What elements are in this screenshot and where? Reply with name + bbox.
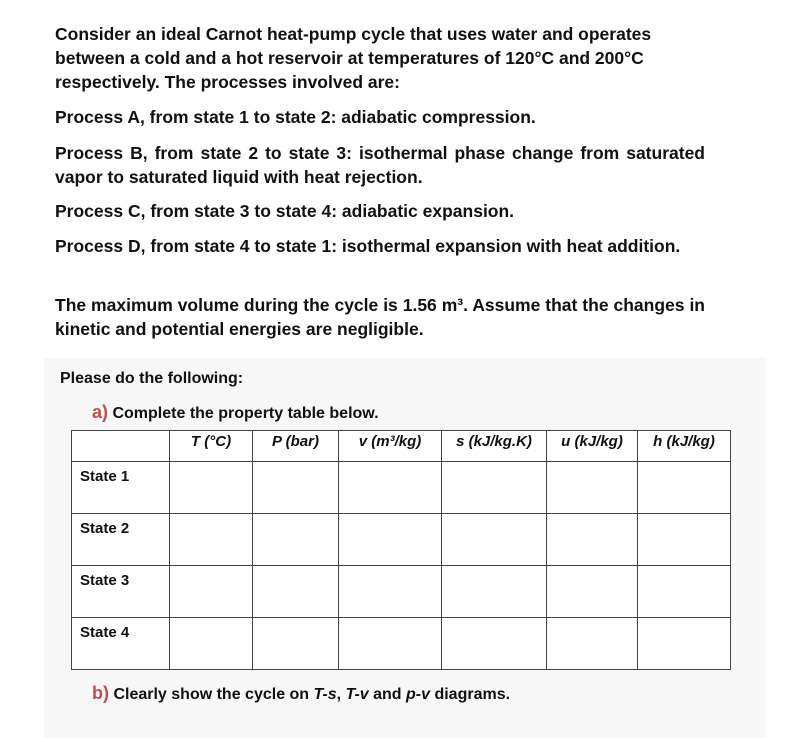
row-label-state-4: State 4	[72, 618, 170, 670]
row-label-state-2: State 2	[72, 514, 170, 566]
table-cell[interactable]	[547, 566, 638, 618]
header-internal-energy: u (kJ/kg)	[547, 431, 638, 462]
table-cell[interactable]	[638, 618, 731, 670]
question-b-and: and	[368, 686, 407, 703]
table-row	[72, 514, 731, 566]
table-cell[interactable]	[638, 514, 731, 566]
problem-intro: Consider an ideal Carnot heat-pump cycle that uses water and operates between a cold and a hot reservoir at temperatures of 120°C and 200°C respectively. The processes involved are:	[55, 24, 652, 92]
table-row	[72, 618, 731, 670]
table-cell[interactable]	[339, 514, 442, 566]
table-cell[interactable]	[170, 566, 253, 618]
table-cell[interactable]	[253, 514, 339, 566]
header-pressure: P (bar)	[253, 431, 339, 462]
process-a: Process A, from state 1 to state 2: adiabatic compression.	[55, 107, 536, 127]
table-cell[interactable]	[442, 462, 547, 514]
table-cell[interactable]	[547, 462, 638, 514]
header-blank	[72, 431, 170, 462]
question-a	[92, 402, 379, 423]
table-cell[interactable]	[339, 618, 442, 670]
table-cell[interactable]	[547, 618, 638, 670]
table-cell[interactable]	[442, 514, 547, 566]
questions-intro: Please do the following:	[60, 370, 244, 387]
header-specific-volume: v (m³/kg)	[339, 431, 442, 462]
table-cell[interactable]	[170, 462, 253, 514]
table-cell[interactable]	[638, 462, 731, 514]
table-cell[interactable]	[339, 566, 442, 618]
max-volume-statement: The maximum volume during the cycle is 1.56 m³. Assume that the changes in kinetic and potential energies are negligible.	[55, 295, 705, 339]
question-b-end: diagrams.	[430, 686, 511, 703]
question-a-label: a)	[92, 402, 109, 422]
table-cell[interactable]	[253, 462, 339, 514]
table-cell[interactable]	[638, 566, 731, 618]
row-label-state-1: State 1	[72, 462, 170, 514]
table-row	[72, 462, 731, 514]
table-cell[interactable]	[442, 566, 547, 618]
process-c: Process C, from state 3 to state 4: adiabatic expansion.	[55, 201, 515, 221]
question-b-ts: T-s	[313, 686, 337, 703]
process-d: Process D, from state 4 to state 1: isothermal expansion with heat addition.	[55, 236, 681, 256]
row-label-state-3: State 3	[72, 566, 170, 618]
table-row	[72, 566, 731, 618]
table-cell[interactable]	[253, 618, 339, 670]
question-b-pv: p-v	[406, 686, 431, 703]
question-b-text: Clearly show the cycle on	[113, 686, 314, 703]
process-b: Process B, from state 2 to state 3: isothermal phase change from saturated vapor to saturated liquid with heat rejection.	[55, 143, 705, 187]
table-cell[interactable]	[442, 618, 547, 670]
property-table	[71, 430, 731, 670]
table-cell[interactable]	[170, 514, 253, 566]
table-cell[interactable]	[547, 514, 638, 566]
question-a-text: Complete the property table below.	[112, 405, 379, 422]
table-cell[interactable]	[253, 566, 339, 618]
question-b-sep: ,	[336, 686, 346, 703]
table-header-row	[72, 431, 731, 462]
header-temperature: T (°C)	[170, 431, 253, 462]
question-b-label: b)	[92, 683, 109, 703]
question-b	[92, 683, 510, 704]
header-entropy: s (kJ/kg.K)	[442, 431, 547, 462]
question-b-tv: T-v	[345, 686, 369, 703]
header-enthalpy: h (kJ/kg)	[638, 431, 731, 462]
table-cell[interactable]	[339, 462, 442, 514]
table-cell[interactable]	[170, 618, 253, 670]
